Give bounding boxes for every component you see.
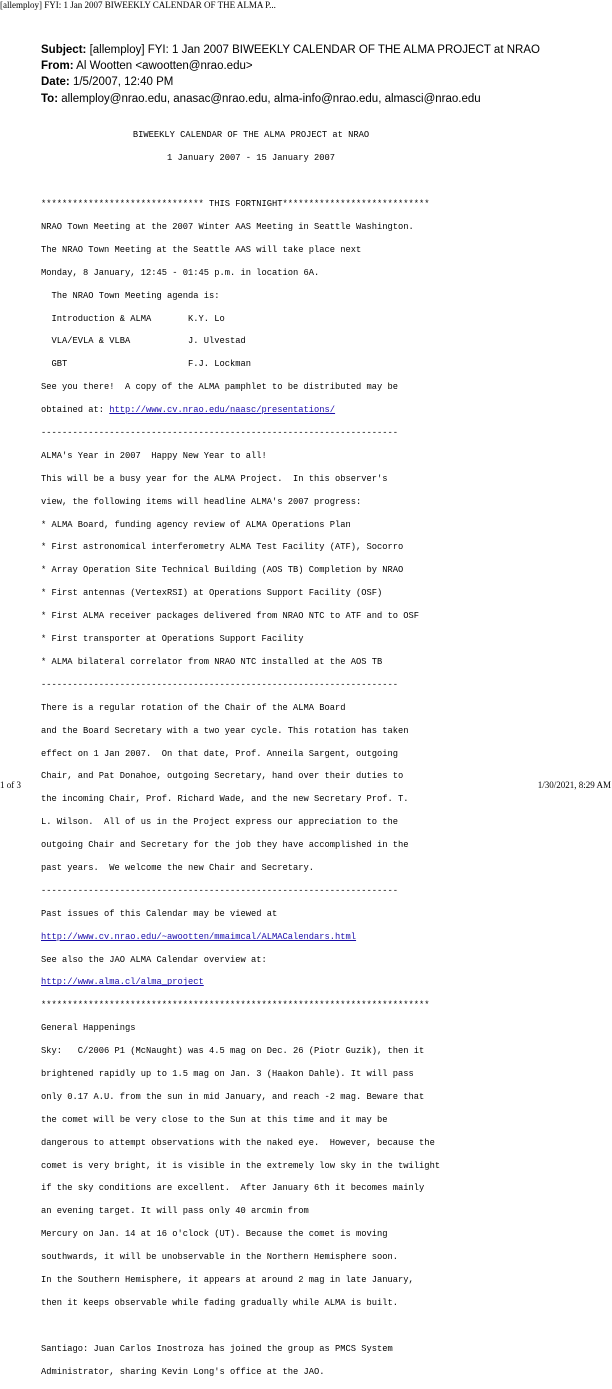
body-line: NRAO Town Meeting at the 2007 Winter AAS Meeting in Seattle Washington. bbox=[41, 222, 414, 233]
blank-line bbox=[41, 1321, 461, 1332]
body-line: See also the JAO ALMA Calendar overview at: bbox=[41, 954, 267, 965]
general-happenings-heading: General Happenings bbox=[41, 1023, 136, 1034]
body-line: The NRAO Town Meeting at the Seattle AAS will take place next bbox=[41, 244, 362, 255]
body-line: outgoing Chair and Secretary for the job they have accomplished in the bbox=[41, 840, 409, 851]
date-value: 1/5/2007, 12:40 PM bbox=[72, 76, 174, 89]
body-line: past years. We welcome the new Chair and Secretary. bbox=[41, 862, 315, 873]
agenda-item: VLA/EVLA & VLBA J. Ulvestad bbox=[41, 336, 246, 347]
from-value: Al Wootten <awootten@nrao.edu> bbox=[76, 60, 253, 73]
body-line: the incoming Chair, Prof. Richard Wade, and the new Secretary Prof. T. bbox=[41, 794, 409, 805]
subject-value: [allemploy] FYI: 1 Jan 2007 BIWEEKLY CALENDAR OF THE ALMA PROJECT at NRAO bbox=[89, 44, 540, 56]
print-timestamp: 1/30/2021, 8:29 AM bbox=[537, 780, 611, 790]
body-text-fragment: obtained at: bbox=[41, 405, 110, 416]
body-line: Mercury on Jan. 14 at 16 o'clock (UT). Because the comet is moving bbox=[41, 1229, 388, 1240]
section-divider: ************************************************************************** bbox=[41, 1000, 430, 1011]
calendars-link[interactable]: http://www.cv.nrao.edu/~awootten/mmaimcal/ALMACalendars.html bbox=[41, 931, 357, 942]
body-line: Administrator, sharing Kevin Long's office at the JAO. bbox=[41, 1366, 325, 1377]
body-line bbox=[41, 932, 461, 943]
document-title: [allemploy] FYI: 1 Jan 2007 BIWEEKLY CALENDAR OF THE ALMA P... bbox=[0, 0, 276, 10]
body-line: only 0.17 A.U. from the sun in mid January, and reach -2 mag. Beware that bbox=[41, 1091, 425, 1102]
from-label: From: bbox=[41, 60, 74, 73]
body-line bbox=[41, 977, 461, 988]
section-divider: -------------------------------------------------------------------- bbox=[41, 885, 399, 896]
fortnight-divider: ******************************* THIS FORTNIGHT**************************** bbox=[41, 199, 430, 210]
body-line: L. Wilson. All of us in the Project express our appreciation to the bbox=[41, 817, 399, 828]
progress-item: * First astronomical interferometry ALMA Test Facility (ATF), Socorro bbox=[41, 542, 404, 553]
body-line: Chair, and Pat Donahoe, outgoing Secretary, hand over their duties to bbox=[41, 771, 404, 782]
body-line: comet is very bright, it is visible in the extremely low sky in the twilight bbox=[41, 1160, 441, 1171]
body-line: and the Board Secretary with a two year cycle. This rotation has taken bbox=[41, 725, 409, 736]
body-line: Monday, 8 January, 12:45 - 01:45 p.m. in location 6A. bbox=[41, 267, 320, 278]
body-line: southwards, it will be unobservable in the Northern Hemisphere soon. bbox=[41, 1252, 399, 1263]
calendar-dates: 1 January 2007 - 15 January 2007 bbox=[166, 153, 336, 164]
subject-row bbox=[41, 42, 540, 58]
progress-item: * Array Operation Site Technical Building (AOS TB) Completion by NRAO bbox=[41, 565, 404, 576]
progress-item: * First ALMA receiver packages delivered from NRAO NTC to ATF and to OSF bbox=[41, 611, 420, 622]
from-row bbox=[41, 58, 540, 74]
body-line: effect on 1 Jan 2007. On that date, Prof. Anneila Sargent, outgoing bbox=[41, 748, 399, 759]
body-line: In the Southern Hemisphere, it appears at around 2 mag in late January, bbox=[41, 1274, 414, 1285]
progress-item: * ALMA Board, funding agency review of ALMA Operations Plan bbox=[41, 519, 351, 530]
section-divider: -------------------------------------------------------------------- bbox=[41, 428, 399, 439]
email-headers bbox=[41, 42, 540, 107]
date-label: Date: bbox=[41, 76, 70, 89]
body-line: There is a regular rotation of the Chair of the ALMA Board bbox=[41, 702, 346, 713]
body-line: brightened rapidly up to 1.5 mag on Jan. 3 (Haakon Dahle). It will pass bbox=[41, 1068, 414, 1079]
blank-line bbox=[41, 176, 461, 187]
subject-label: Subject: bbox=[41, 44, 87, 56]
agenda-item: GBT F.J. Lockman bbox=[41, 359, 252, 370]
agenda-heading: The NRAO Town Meeting agenda is: bbox=[41, 290, 220, 301]
body-line bbox=[41, 405, 461, 416]
page-number: 1 of 3 bbox=[0, 780, 21, 790]
progress-item: * First antennas (VertexRSI) at Operations Support Facility (OSF) bbox=[41, 588, 383, 599]
progress-item: * First transporter at Operations Support Facility bbox=[41, 634, 304, 645]
date-row bbox=[41, 74, 540, 90]
body-line: Santiago: Juan Carlos Inostroza has joined the group as PMCS System bbox=[41, 1343, 393, 1354]
email-body bbox=[41, 119, 461, 1389]
body-line: then it keeps observable while fading gradually while ALMA is built. bbox=[41, 1297, 399, 1308]
body-line: the comet will be very close to the Sun at this time and it may be bbox=[41, 1114, 388, 1125]
to-label: To: bbox=[41, 92, 59, 105]
presentations-link[interactable]: http://www.cv.nrao.edu/naasc/presentations/ bbox=[109, 405, 336, 416]
progress-item: * ALMA bilateral correlator from NRAO NTC installed at the AOS TB bbox=[41, 656, 383, 667]
to-row bbox=[41, 91, 540, 107]
body-line: Past issues of this Calendar may be viewed at bbox=[41, 908, 278, 919]
body-line: See you there! A copy of the ALMA pamphlet to be distributed may be bbox=[41, 382, 399, 393]
body-line: ALMA's Year in 2007 Happy New Year to all! bbox=[41, 450, 267, 461]
agenda-item: Introduction & ALMA K.Y. Lo bbox=[41, 313, 225, 324]
body-line: an evening target. It will pass only 40 arcmin from bbox=[41, 1206, 309, 1217]
body-line: Sky: C/2006 P1 (McNaught) was 4.5 mag on Dec. 26 (Piotr Guzik), then it bbox=[41, 1046, 425, 1057]
section-divider: -------------------------------------------------------------------- bbox=[41, 679, 399, 690]
body-line: view, the following items will headline ALMA's 2007 progress: bbox=[41, 496, 362, 507]
body-line: if the sky conditions are excellent. After January 6th it becomes mainly bbox=[41, 1183, 425, 1194]
body-line: This will be a busy year for the ALMA Project. In this observer's bbox=[41, 473, 388, 484]
body-line: dangerous to attempt observations with the naked eye. However, because the bbox=[41, 1137, 435, 1148]
to-value: allemploy@nrao.edu, anasac@nrao.edu, alma-info@nrao.edu, almasci@nrao.edu bbox=[61, 92, 481, 105]
calendar-title: BIWEEKLY CALENDAR OF THE ALMA PROJECT at NRAO bbox=[132, 130, 370, 141]
alma-project-link[interactable]: http://www.alma.cl/alma_project bbox=[41, 977, 204, 988]
